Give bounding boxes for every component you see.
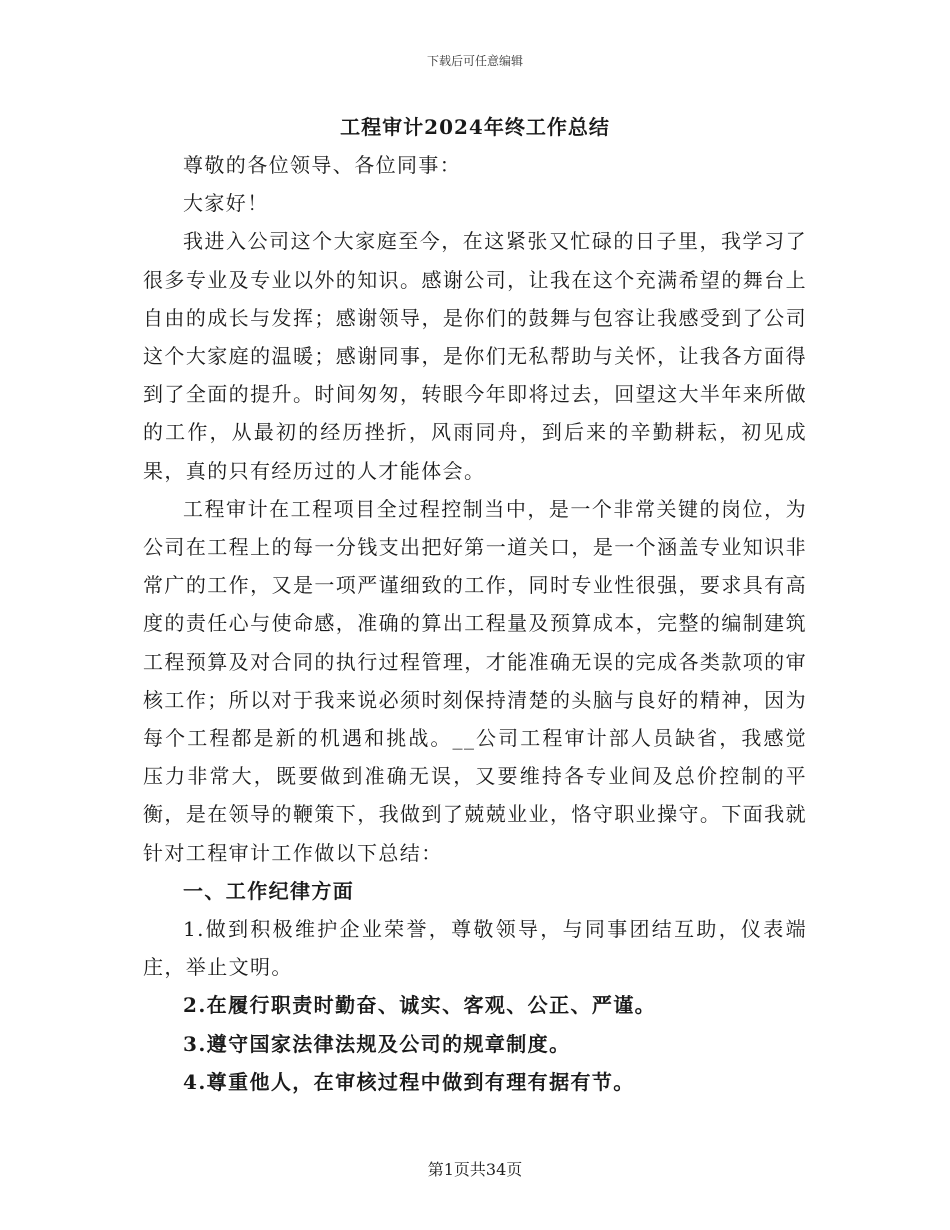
paragraph-role: 工程审计在工程项目全过程控制当中，是一个非常关键的岗位，为公司在工程上的每一分钱支出把好第一道关口，是一个涵盖专业知识非常广的工作，又是一项严谨细致的工作，同时专业性很强，要求具有高度的责任心与使命感，准确的算出工程量及预算成本，完整的编制建筑工程预算及对合同的执行过程管理，才能准确无误的完成各类款项的审核工作；所以对于我来说必须时刻保持清楚的头脑与良好的精神，因为每个工程都是新的机遇和挑战。__公司工程审计部人员缺省，我感觉压力非常大，既要做到准确无误，又要维持各专业间及总价控制的平衡，是在领导的鞭策下，我做到了兢兢业业，恪守职业操守。下面我就针对工程审计工作做以下总结：	[143, 496, 807, 865]
paragraph-intro: 我进入公司这个大家庭至今，在这紧张又忙碌的日子里，我学习了很多专业及专业以外的知识。感谢公司，让我在这个充满希望的舞台上自由的成长与发挥；感谢领导，是你们的鼓舞与包容让我感受到了公司这个大家庭的温暖；感谢同事，是你们无私帮助与关怀，让我各方面得到了全面的提升。时间匆匆，转眼今年即将过去，回望这大半年来所做的工作，从最初的经历挫折，风雨同舟，到后来的辛勤耕耘，初见成果，真的只有经历过的人才能体会。	[143, 229, 807, 483]
greeting-line: 尊敬的各位领导、各位同事：	[183, 153, 462, 177]
list-item-3: 3.遵守国家法律法规及公司的规章制度。	[183, 1031, 571, 1056]
document-title: 工程审计2024年终工作总结	[340, 115, 610, 139]
page-footer: 第1页共34页	[427, 1160, 523, 1179]
list-item-4: 4.尊重他人，在审核过程中做到有理有据有节。	[183, 1069, 635, 1094]
list-item-2: 2.在履行职责时勤奋、诚实、客观、公正、严谨。	[183, 993, 657, 1018]
section-heading-work-discipline: 一、工作纪律方面	[183, 878, 355, 903]
list-item-1: 1.做到积极维护企业荣誉，尊敬领导，与同事团结互助，仪表端庄，举止文明。	[143, 917, 807, 980]
document-body	[143, 112, 807, 1101]
page-header: 下载后可任意编辑	[426, 54, 523, 68]
hello-line: 大家好！	[183, 191, 269, 216]
